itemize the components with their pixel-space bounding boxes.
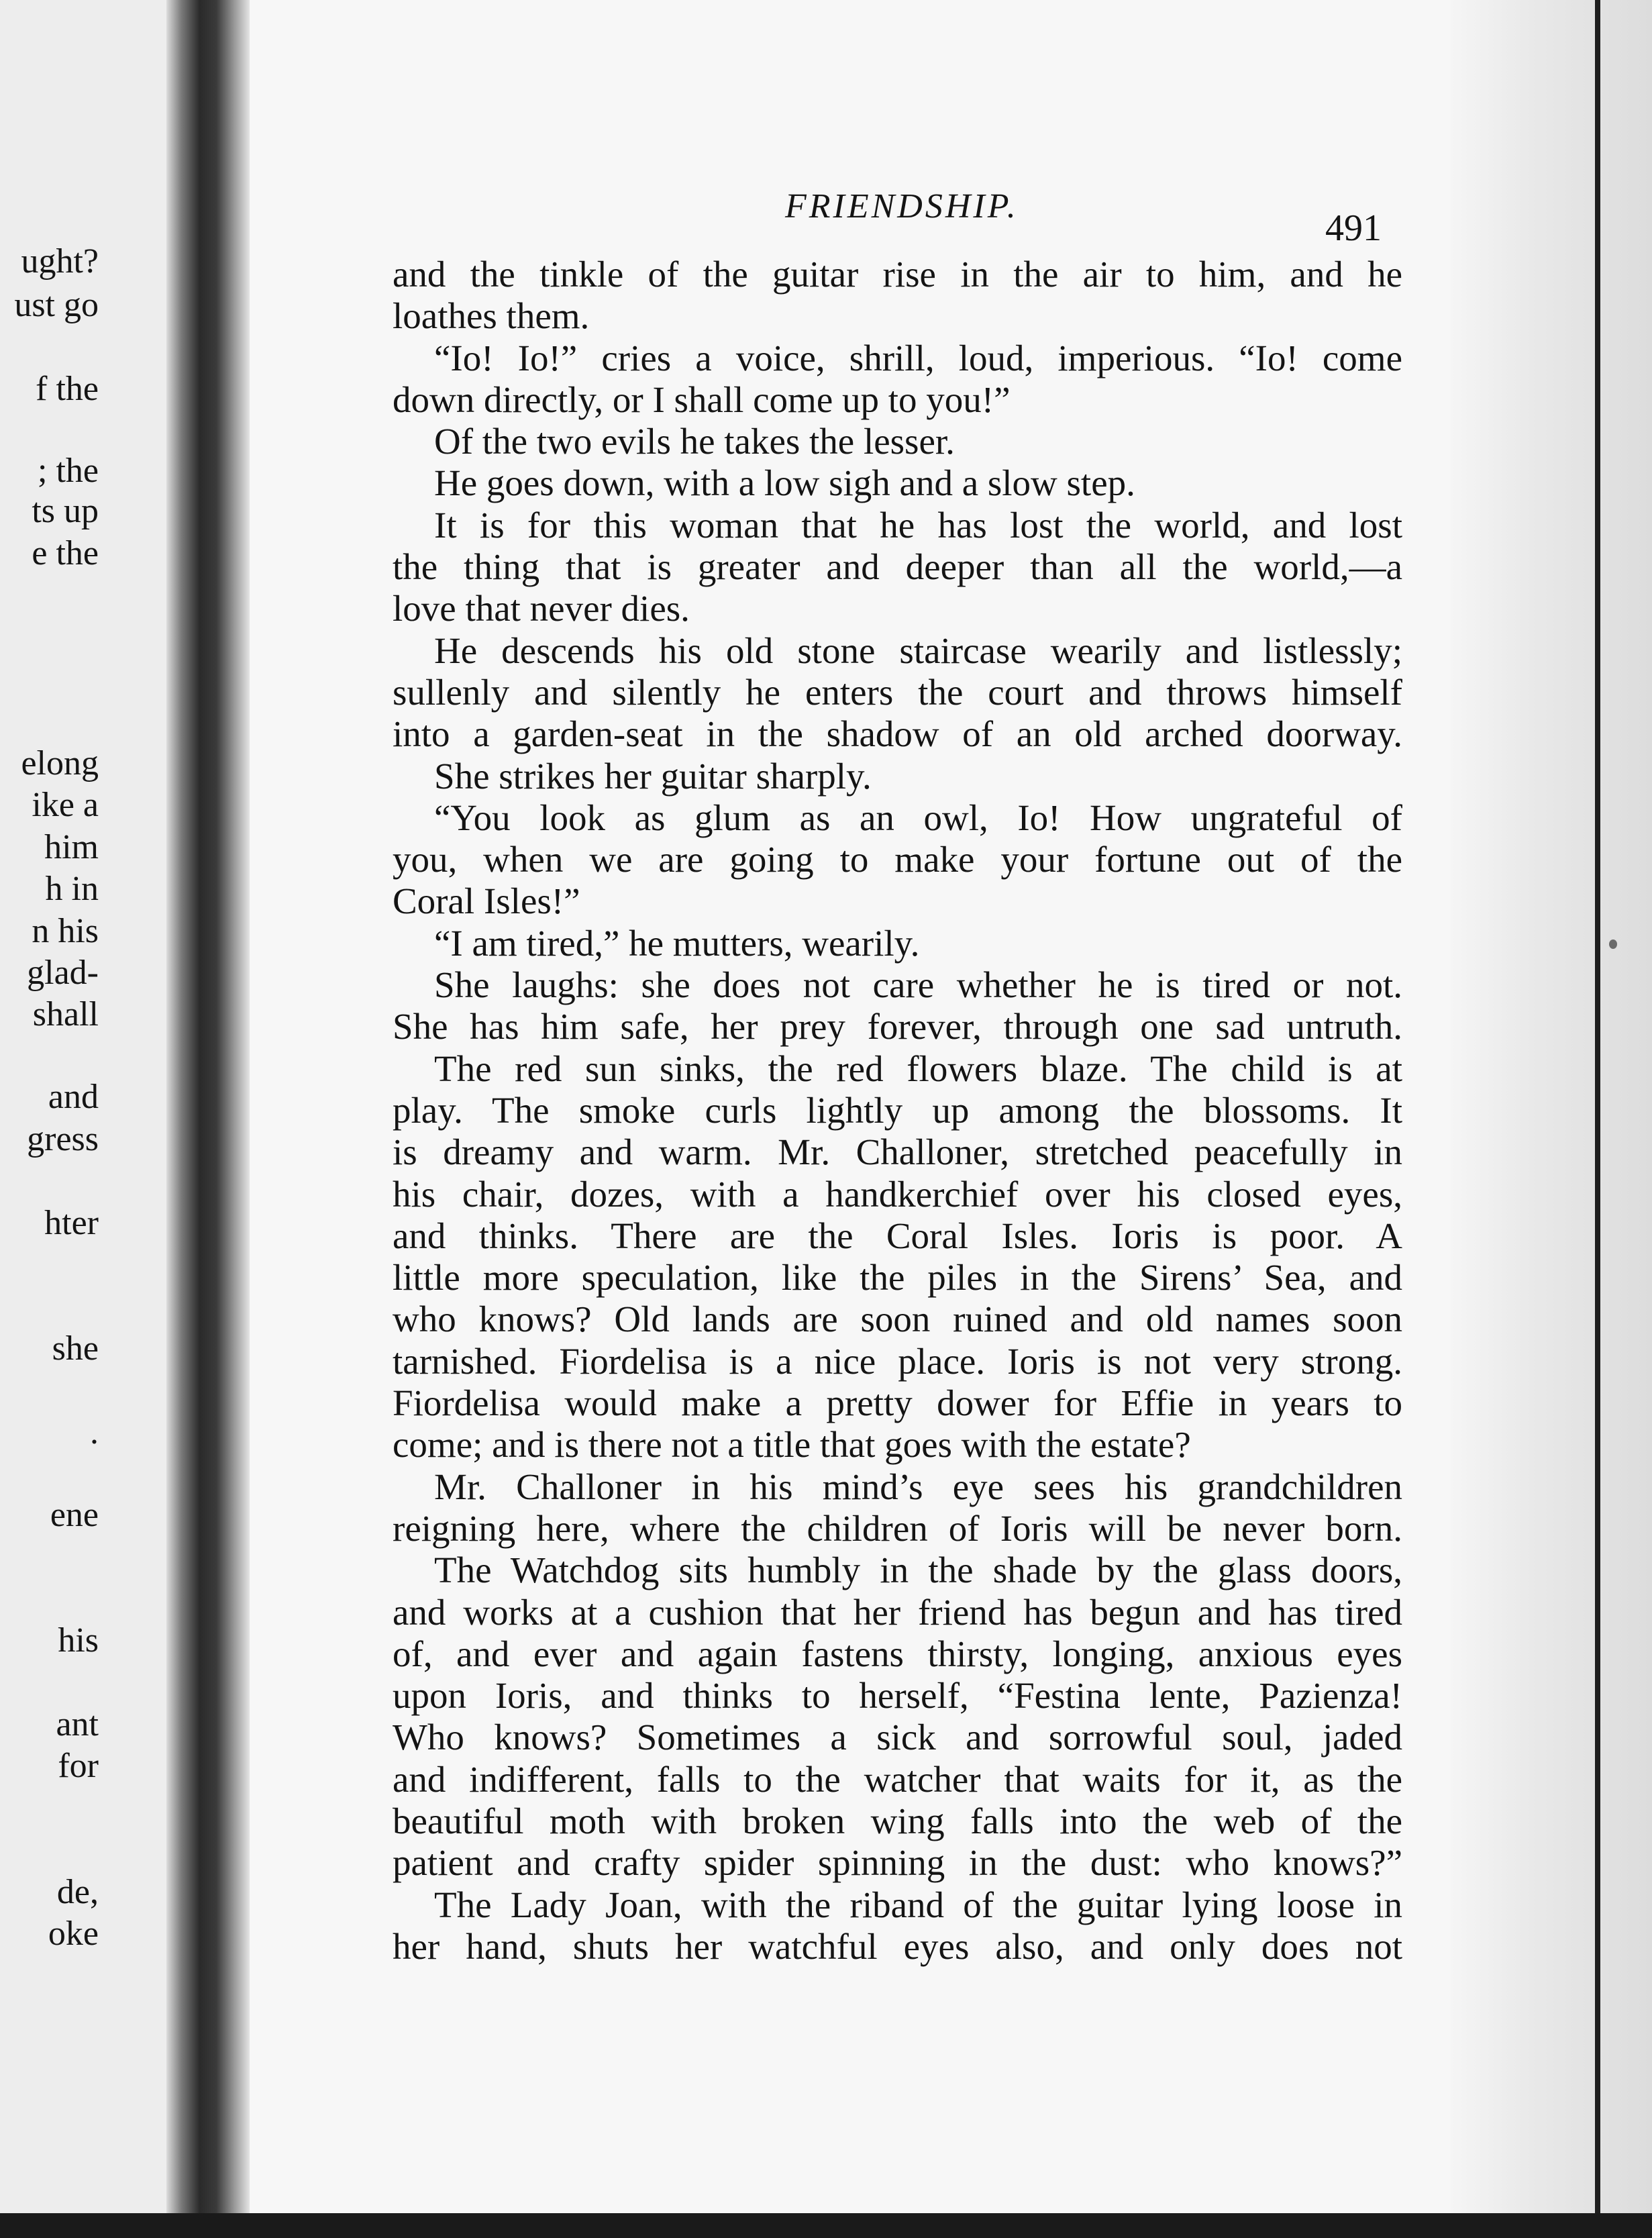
text-line: come; and is there not a title that goes with the estate? bbox=[393, 1424, 1191, 1466]
left-line: his bbox=[58, 1621, 99, 1660]
left-line: de, bbox=[56, 1873, 99, 1911]
text-line: “Io! Io!” cries a voice, shrill, loud, imperious. “Io! come bbox=[434, 337, 1402, 378]
left-line: ene bbox=[50, 1496, 99, 1534]
text-line: patient and crafty spider spinning in the dust: who knows?” bbox=[393, 1842, 1402, 1884]
ink-speck bbox=[1609, 939, 1617, 949]
text-line: little more speculation, like the piles in the Sirens’ Sea, and bbox=[393, 1257, 1402, 1299]
left-line: him bbox=[44, 828, 99, 866]
page-number: 491 bbox=[1325, 207, 1382, 249]
left-line: ught? bbox=[21, 242, 99, 281]
text-line: the thing that is greater and deeper than all the world,—a bbox=[393, 546, 1402, 588]
text-line: tarnished. Fiordelisa is a nice place. Ioris is not very strong. bbox=[393, 1340, 1402, 1382]
text-line: into a garden-seat in the shadow of an old arched doorway. bbox=[393, 713, 1402, 755]
text-line: and indifferent, falls to the watcher that waits for it, as the bbox=[393, 1758, 1402, 1800]
left-line: . bbox=[90, 1413, 99, 1452]
left-line: ant bbox=[56, 1705, 99, 1743]
text-line: The Watchdog sits humbly in the shade by the glass doors, bbox=[434, 1549, 1402, 1591]
text-line: and thinks. There are the Coral Isles. Ioris is poor. A bbox=[393, 1215, 1402, 1256]
left-line: f the bbox=[36, 370, 99, 408]
text-line: He descends his old stone staircase wearily and listlessly; bbox=[434, 629, 1402, 671]
text-line: Of the two evils he takes the lesser. bbox=[434, 421, 955, 462]
left-line: ust go bbox=[14, 286, 99, 324]
left-line: hter bbox=[44, 1204, 99, 1242]
scan-bottom-edge bbox=[0, 2213, 1652, 2238]
text-line: and works at a cushion that her friend has begun and has tired bbox=[393, 1591, 1402, 1633]
left-line: ike a bbox=[32, 786, 99, 824]
book-gutter bbox=[166, 0, 250, 2238]
text-line: down directly, or I shall come up to you!” bbox=[393, 378, 1011, 420]
text-line: The Lady Joan, with the riband of the guitar lying loose in bbox=[434, 1884, 1402, 1925]
left-line: n his bbox=[32, 912, 99, 950]
text-line: “I am tired,” he mutters, wearily. bbox=[434, 922, 920, 964]
text-line: her hand, shuts her watchful eyes also, and only does not bbox=[393, 1925, 1402, 1967]
body-text bbox=[393, 254, 1402, 1968]
text-line: beautiful moth with broken wing falls into the web of the bbox=[393, 1800, 1402, 1841]
left-line: e the bbox=[32, 534, 99, 572]
page-edge bbox=[1451, 0, 1652, 2238]
left-line: ; the bbox=[38, 452, 99, 490]
text-line: play. The smoke curls lightly up among the blossoms. It bbox=[393, 1089, 1402, 1131]
text-line: of, and ever and again fastens thirsty, longing, anxious eyes bbox=[393, 1633, 1402, 1674]
text-line: The red sun sinks, the red flowers blaze. The child is at bbox=[434, 1048, 1402, 1089]
text-line: love that never dies. bbox=[393, 588, 690, 629]
text-line: Fiordelisa would make a pretty dower for Effie in years to bbox=[393, 1382, 1402, 1424]
text-line: Who knows? Sometimes a sick and sorrowful soul, jaded bbox=[393, 1717, 1402, 1758]
edge-rule bbox=[1595, 0, 1600, 2238]
left-line: for bbox=[58, 1747, 99, 1785]
text-line: He goes down, with a low sigh and a slow step. bbox=[434, 462, 1135, 504]
text-line: sullenly and silently he enters the court and throws himself bbox=[393, 671, 1402, 713]
text-line: who knows? Old lands are soon ruined and old names soon bbox=[393, 1299, 1402, 1340]
left-line: glad- bbox=[27, 954, 99, 992]
text-line: upon Ioris, and thinks to herself, “Festina lente, Pazienza! bbox=[393, 1675, 1402, 1717]
left-line: she bbox=[52, 1329, 99, 1368]
text-line: She has him safe, her prey forever, through one sad untruth. bbox=[393, 1006, 1402, 1048]
text-line: his chair, dozes, with a handkerchief over his closed eyes, bbox=[393, 1173, 1402, 1215]
text-line: and the tinkle of the guitar rise in the air to him, and he bbox=[393, 254, 1402, 295]
text-line: She strikes her guitar sharply. bbox=[434, 755, 872, 797]
left-line: h in bbox=[45, 870, 99, 908]
left-line: shall bbox=[32, 995, 99, 1033]
text-line: It is for this woman that he has lost the world, and lost bbox=[434, 504, 1402, 546]
text-line: loathes them. bbox=[393, 295, 590, 337]
left-line: gress bbox=[27, 1120, 99, 1158]
text-line: you, when we are going to make your fortune out of the bbox=[393, 839, 1402, 880]
left-line: ts up bbox=[32, 492, 99, 530]
running-head: FRIENDSHIP. bbox=[785, 187, 1019, 225]
left-line: elong bbox=[21, 744, 99, 782]
text-line: She laughs: she does not care whether he is tired or not. bbox=[434, 964, 1402, 1006]
text-line: is dreamy and warm. Mr. Challoner, stretched peacefully in bbox=[393, 1131, 1402, 1173]
left-line: oke bbox=[48, 1915, 99, 1953]
text-line: Coral Isles!” bbox=[393, 880, 580, 922]
text-line: reigning here, where the children of Ioris will be never born. bbox=[393, 1507, 1402, 1549]
text-line: “You look as glum as an owl, Io! How ungrateful of bbox=[434, 797, 1402, 838]
text-line: Mr. Challoner in his mind’s eye sees his grandchildren bbox=[434, 1466, 1402, 1507]
left-line: and bbox=[48, 1078, 99, 1116]
